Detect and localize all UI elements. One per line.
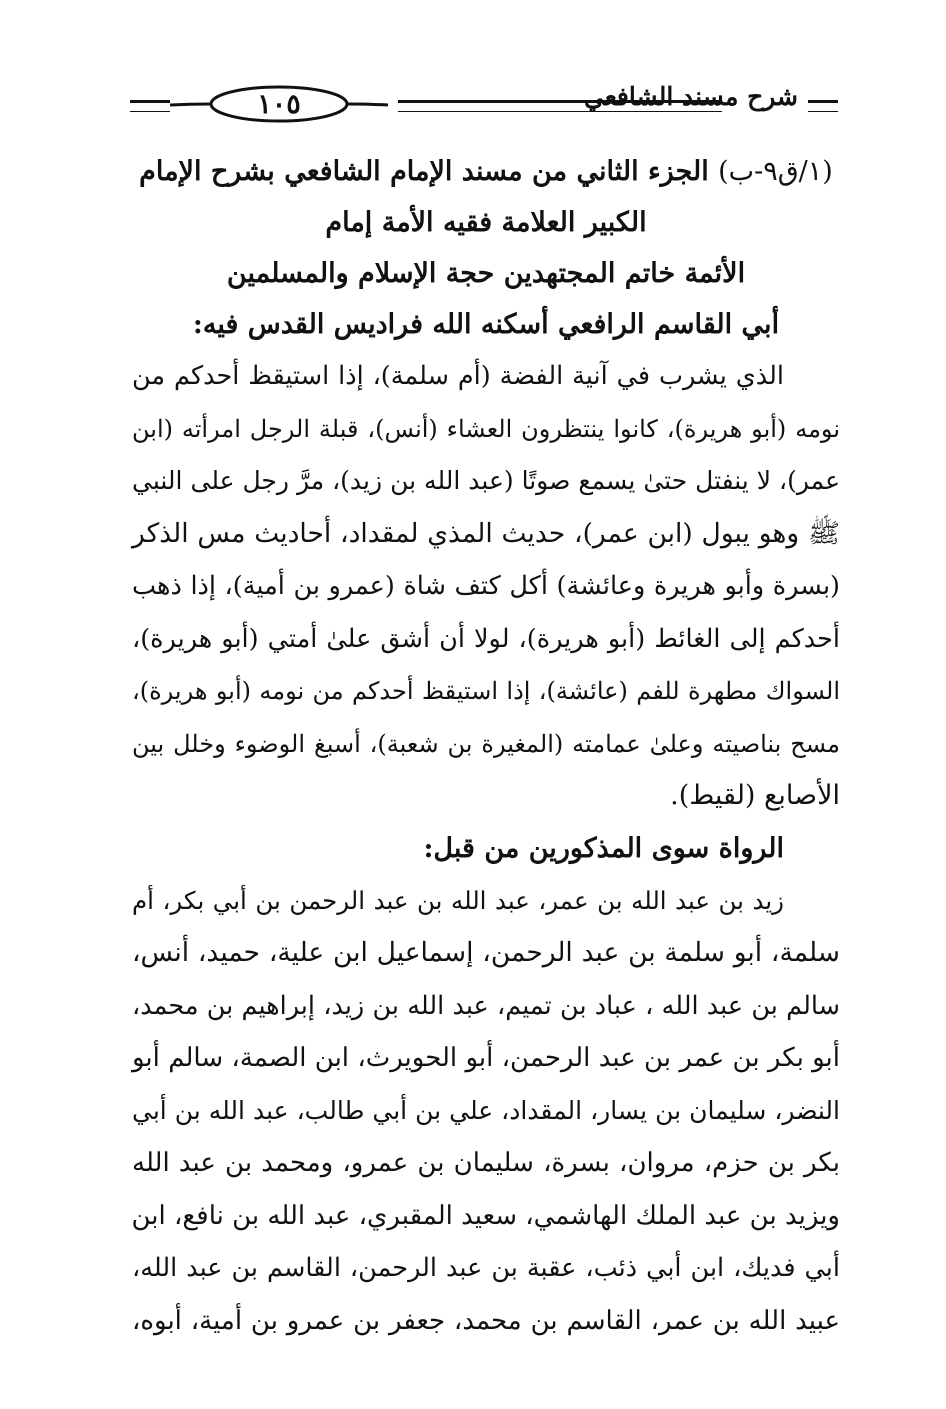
narrators-paragraph [132,875,840,1348]
page-number: ١٠٥ [257,89,301,120]
manuscript-reference: (١/ق٩-ب) [718,156,833,187]
narrators-heading: الرواة سوى المذكورين من قبل: [423,832,784,864]
paragraph-line: ويزيد بن عبد الملك الهاشمي، سعيد المقبري، عبد الله بن نافع، ابن [131,1200,840,1231]
paragraph-line: نومه (أبو هريرة)، كانوا ينتظرون العشاء (أنس)، قبلة الرجل امرأته (ابن [132,414,840,443]
paragraph-line: (بسرة وأبو هريرة وعائشة) أكل كتف شاة (عمرو بن أمية)، إذا ذهب [132,571,840,601]
paragraph-line: أبي فديك، ابن أبي ذئب، عقبة بن عبد الرحمن، القاسم بن عبد الله، [132,1253,840,1283]
heading-line-3: الأئمة خاتم المجتهدين حجة الإسلام والمسلمين [226,258,746,289]
hadith-list-paragraph [132,350,840,823]
page-header [130,78,838,128]
page-number-frame [170,84,388,124]
paragraph-line: ﷺ وهو يبول (ابن عمر)، حديث المذي لمقداد، أحاديث مس الذكر [132,517,840,549]
paragraph-line: بكر بن حزم، مروان، بسرة، سليمان بن عمرو، ومحمد بن عبد الله [132,1148,841,1178]
paragraph-line: عمر)، لا ينفتل حتىٰ يسمع صوتًا (عبد الله بن زيد)، مرَّ رجل على النبي [132,466,840,495]
header-title-mark [808,100,838,112]
page-content [132,146,840,1347]
paragraph-line: الأصابع (لقيط). [670,780,840,811]
section-heading [132,146,840,350]
running-title: شرح مسند الشافعي [584,82,798,111]
paragraph-line: أحدكم إلى الغائط (أبو هريرة)، لولا أن أشق علىٰ أمتي (أبو هريرة)، [132,623,840,654]
header-rule-left [130,100,170,112]
paragraph-line: سالم بن عبد الله ، عباد بن تميم، عبد الله بن زيد، إبراهيم بن محمد، [132,990,840,1021]
paragraph-line: السواك مطهرة للفم (عائشة)، إذا استيقظ أحدكم من نومه (أبو هريرة)، [132,677,840,705]
paragraph-line: مسح بناصيته وعلىٰ عمامته (المغيرة بن شعبة)، أسبغ الوضوء وخلل بين [132,729,840,758]
paragraph-line: الذي يشرب في آنية الفضة (أم سلمة)، إذا استيقظ أحدكم من [132,361,784,391]
paragraph-line: زيد بن عبد الله بن عمر، عبد الله بن عبد الرحمن بن أبي بكر، أم [132,885,784,915]
paragraph-line: النضر، سليمان بن يسار، المقداد، علي بن أبي طالب، عبد الله بن أبي [132,1095,840,1125]
paragraph-line: سلمة، أبو سلمة بن عبد الرحمن، إسماعيل ابن علية، حميد، أنس، [132,937,840,968]
heading-line-2: الكبير العلامة فقيه الأمة إمام [325,207,647,238]
paragraph-line: عبيد الله بن عمر، القاسم بن محمد، جعفر بن عمرو بن أمية، أبوه، [132,1305,840,1336]
heading-line-4: أبي القاسم الرافعي أسكنه الله فراديس القدس فيه: [192,309,780,340]
paragraph-line: أبو بكر بن عمر بن عبد الرحمن، أبو الحويرث، ابن الصمة، سالم أبو [132,1043,840,1073]
heading-line-1: (١/ق٩-ب) الجزء الثاني من مسند الإمام الشافعي بشرح الإمام [139,156,833,187]
